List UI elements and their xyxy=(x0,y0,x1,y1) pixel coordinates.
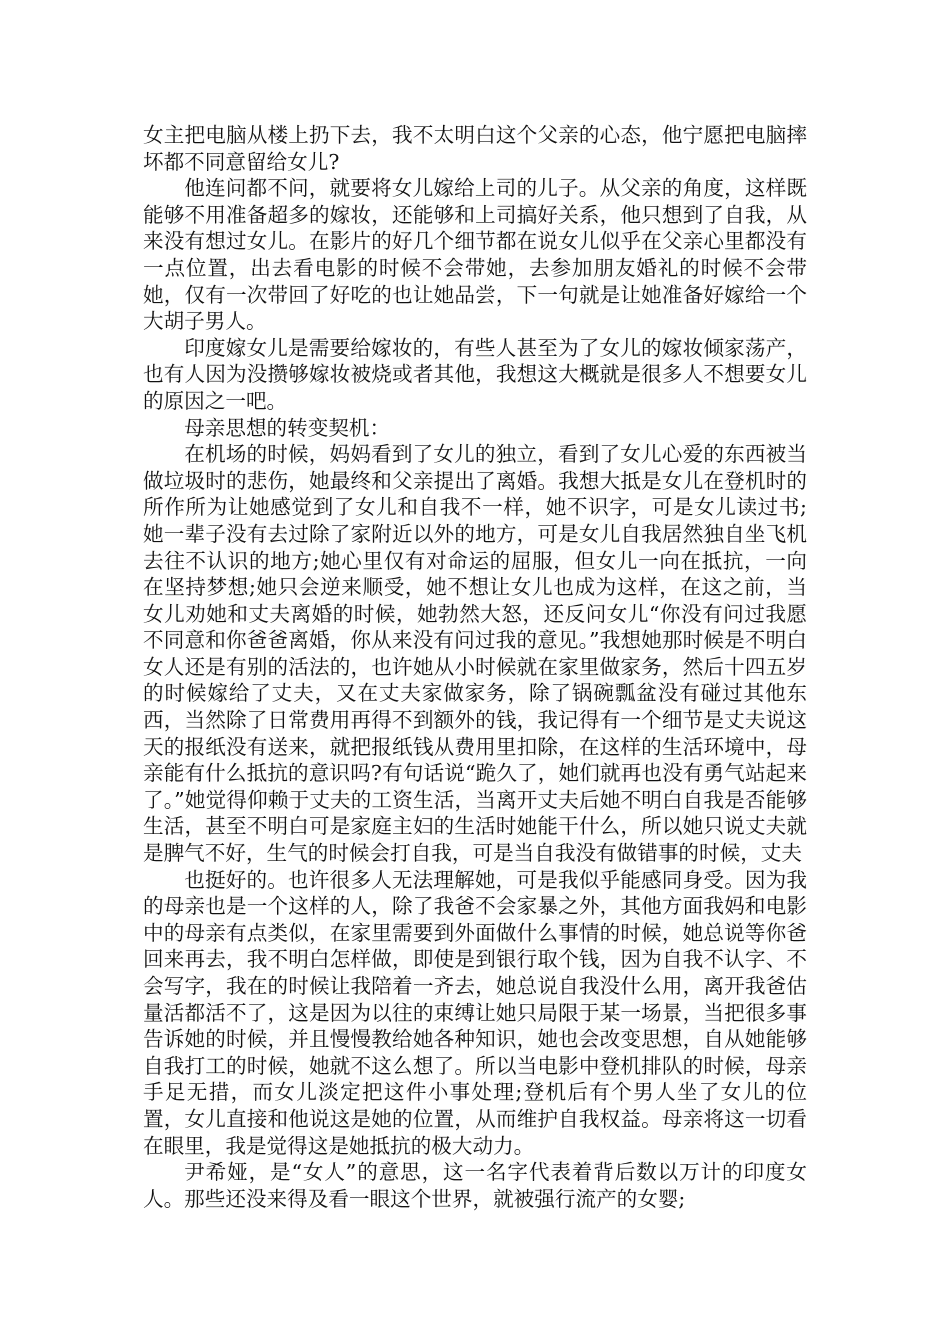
paragraph-7: 尹希娅，是“女人”的意思，这一名字代表着背后数以万计的印度女人。那些还没来得及看一眼这个世界，就被强行流产的女婴; xyxy=(143,1160,807,1211)
paragraph-1: 女主把电脑从楼上扔下去，我不太明白这个父亲的心态，他宁愿把电脑摔坏都不同意留给女儿? xyxy=(143,123,807,174)
paragraph-5: 在机场的时候，妈妈看到了女儿的独立，看到了女儿心爱的东西被当做垃圾时的悲伤，她最终和父亲提出了离婚。我想大抵是女儿在登机时的所作所为让她感觉到了女儿和自我不一样，她不识字，可是女儿读过书;她一辈子没有去过除了家附近以外的地方，可是女儿自我居然独自坐飞机去往不认识的地方;她心里仅有对命运的屈服，但女儿一向在抵抗，一向在坚持梦想;她只会逆来顺受，她不想让女儿也成为这样，在这之前，当女儿劝她和丈夫离婚的时候，她勃然大怒，还反问女儿“你没有问过我愿不同意和你爸爸离婚，你从来没有问过我的意见。”我想她那时候是不明白女人还是有别的活法的，也许她从小时候就在家里做家务，然后十四五岁的时候嫁给了丈夫，又在丈夫家做家务，除了锅碗瓢盆没有碰过其他东西，当然除了日常费用再得不到额外的钱，我记得有一个细节是丈夫说这天的报纸没有送来，就把报纸钱从费用里扣除，在这样的生活环境中，母亲能有什么抵抗的意识吗?有句话说“跪久了，她们就再也没有勇气站起来了。”她觉得仰赖于丈夫的工资生活，当离开丈夫后她不明白自我是否能够生活，甚至不明白可是家庭主妇的生活时她能干什么，所以她只说丈夫就是脾气不好，生气的时候会打自我，可是当自我没有做错事的时候，丈夫 xyxy=(143,442,807,866)
document-page xyxy=(143,122,807,1212)
paragraph-6: 也挺好的。也许很多人无法理解她，可是我似乎能感同身受。因为我的母亲也是一个这样的人，除了我爸不会家暴之外，其他方面我妈和电影中的母亲有点类似，在家里需要到外面做什么事情的时候，她总说等你爸回来再去，我不明白怎样做，即使是到银行取个钱，因为自我不认字、不会写字，我在的时候让我陪着一齐去，她总说自我没什么用，离开我爸估量活都活不了，这是因为以往的束缚让她只局限于某一场景，当把很多事告诉她的时候，并且慢慢教给她各种知识，她也会改变思想，自从她能够自我打工的时候，她就不这么想了。所以当电影中登机排队的时候，母亲手足无措，而女儿淡定把这件小事处理;登机后有个男人坐了女儿的位置，女儿直接和他说这是她的位置，从而维护自我权益。母亲将这一切看在眼里，我是觉得这是她抵抗的极大动力。 xyxy=(143,867,807,1158)
paragraph-4-heading: 母亲思想的转变契机： xyxy=(184,415,391,440)
paragraph-2: 他连问都不问，就要将女儿嫁给上司的儿子。从父亲的角度，这样既能够不用准备超多的嫁妆，还能够和上司搞好关系，他只想到了自我，从来没有想过女儿。在影片的好几个细节都在说女儿似乎在父亲心里都没有一点位置，出去看电影的时候不会带她，去参加朋友婚礼的时候不会带她，仅有一次带回了好吃的也让她品尝，下一句就是让她准备好嫁给一个大胡子男人。 xyxy=(143,176,807,334)
paragraph-3: 印度嫁女儿是需要给嫁妆的，有些人甚至为了女儿的嫁妆倾家荡产，也有人因为没攒够嫁妆被烧或者其他，我想这大概就是很多人不想要女儿的原因之一吧。 xyxy=(143,335,807,413)
